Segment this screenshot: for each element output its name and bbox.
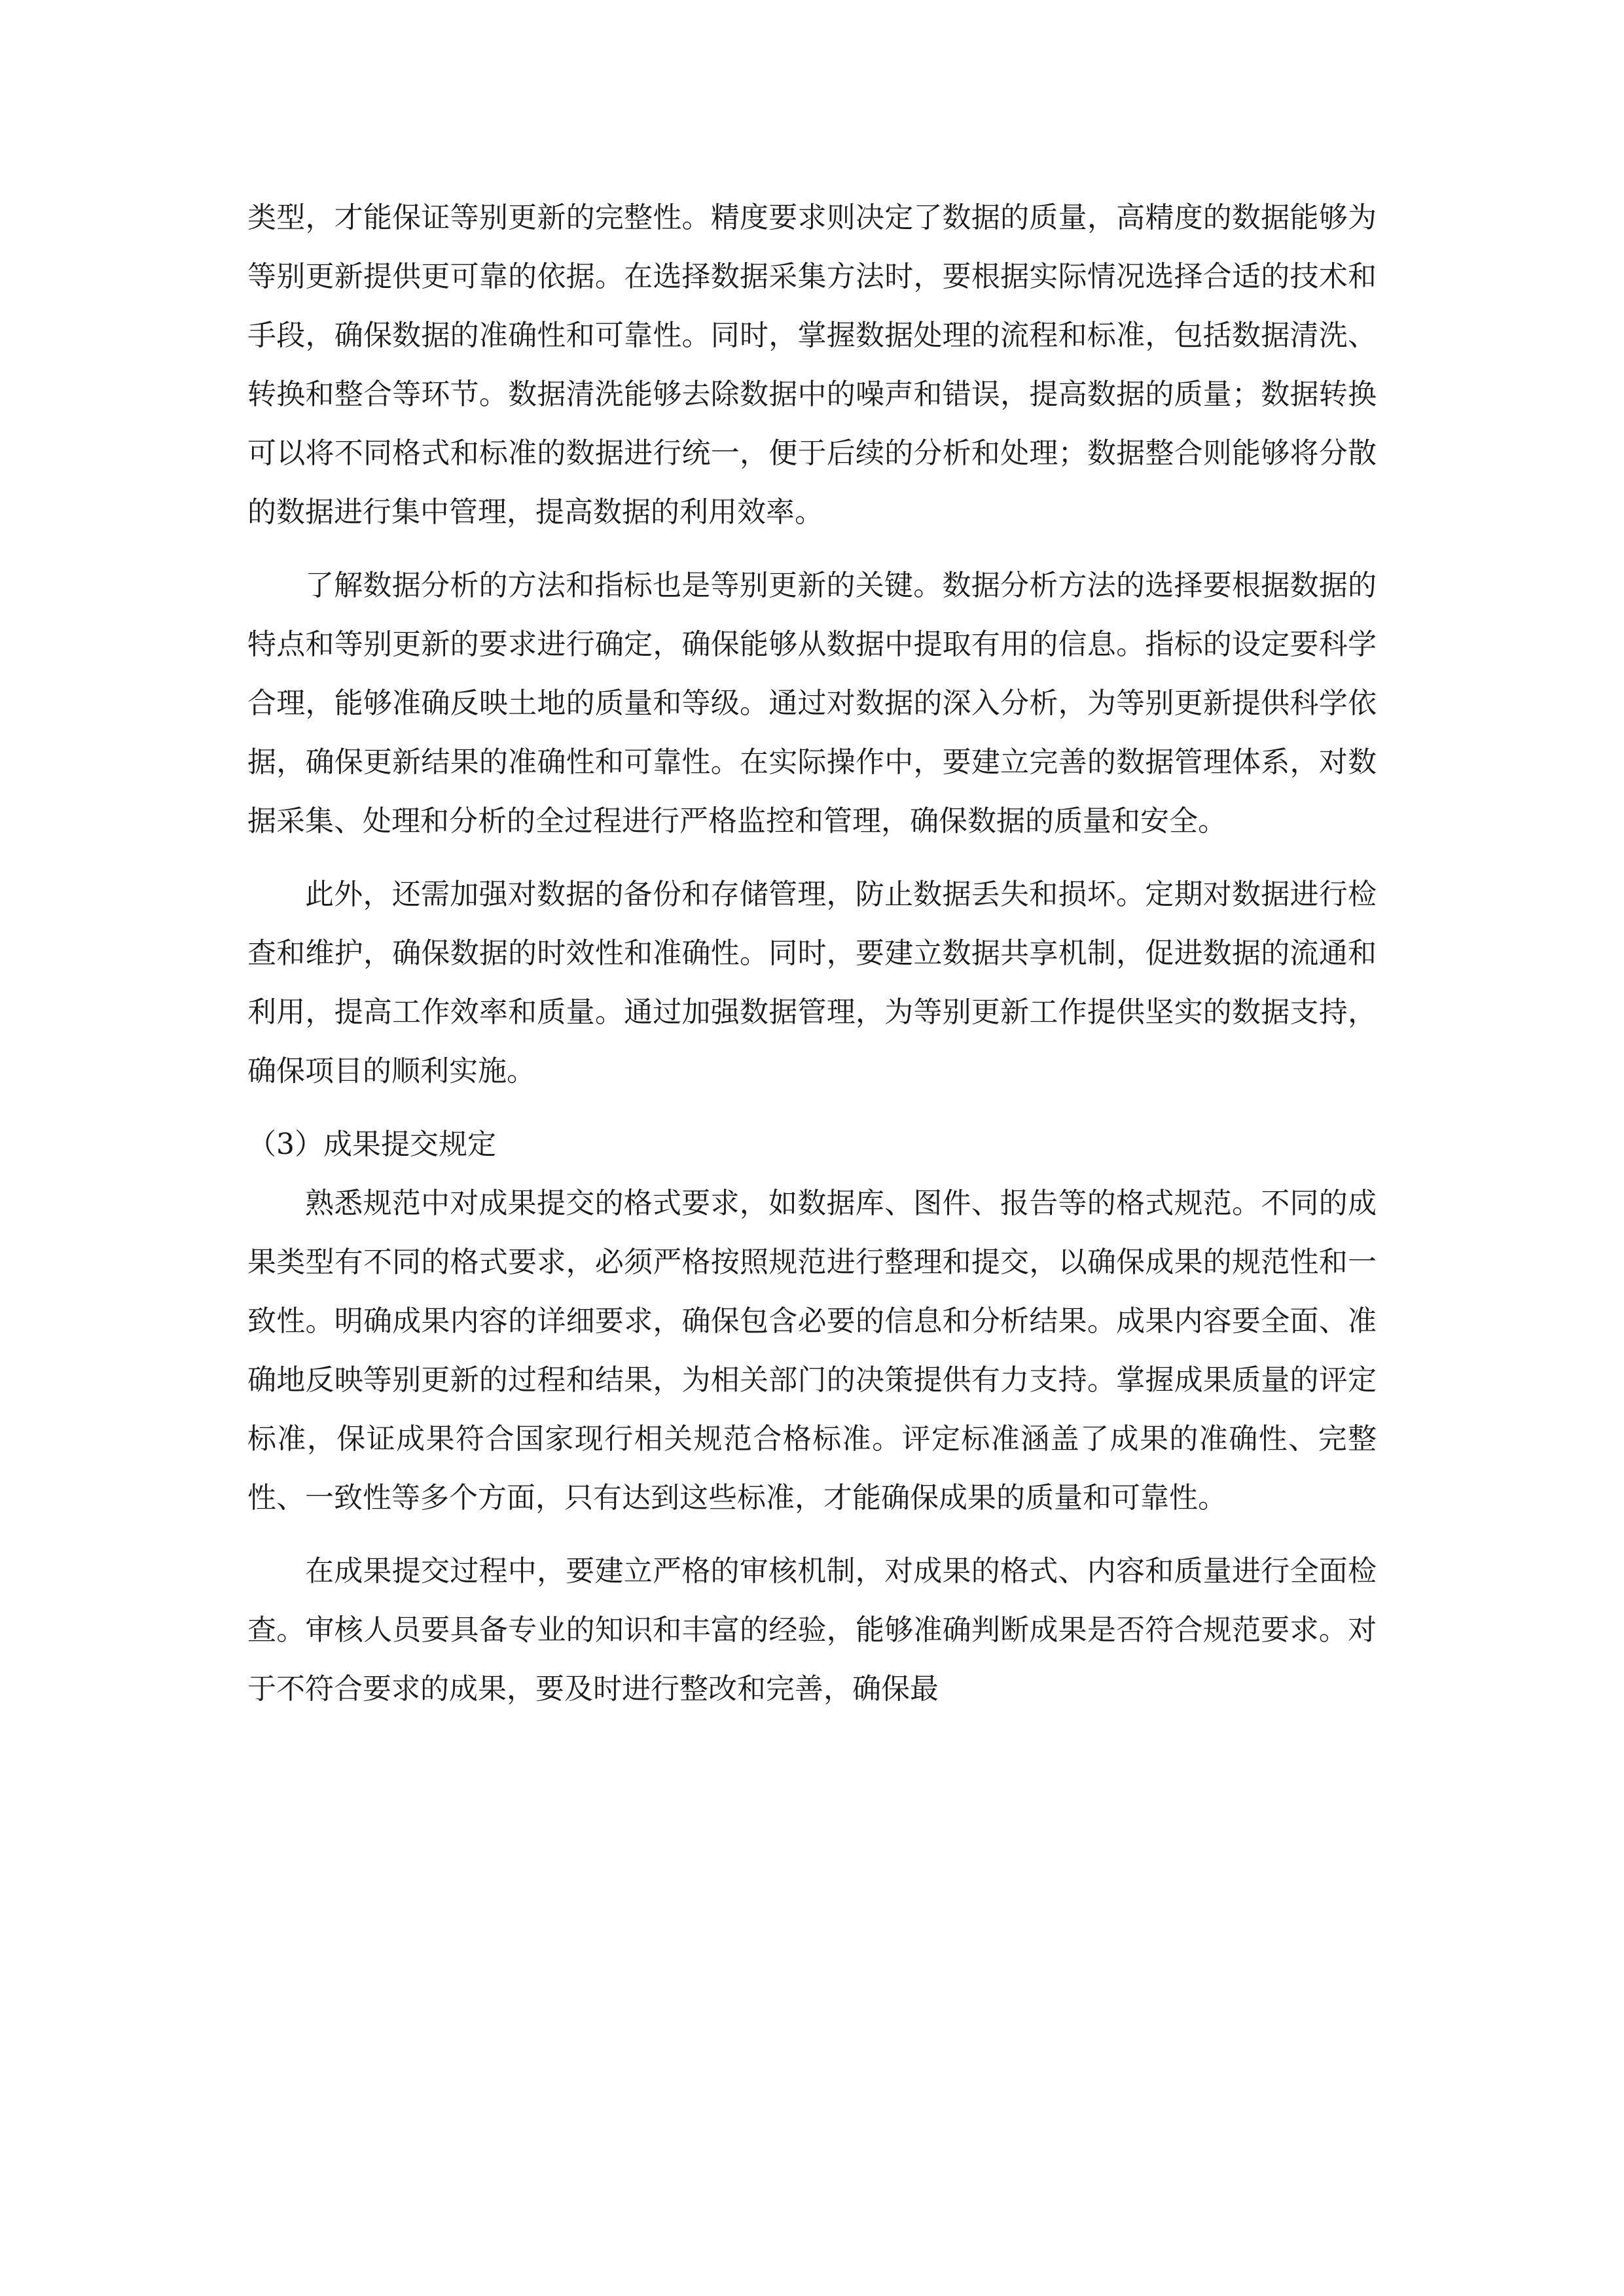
paragraph-submission-format: 熟悉规范中对成果提交的格式要求，如数据库、图件、报告等的格式规范。不同的成果类型有不同的格式要求，必须严格按照规范进行整理和提交，以确保成果的规范性和一致性。明确成果内容的详细要求，确保包含必要的信息和分析结果。成果内容要全面、准确地反映等别更新的过程和结果，为相关部门的决策提供有力支持。掌握成果质量的评定标准，保证成果符合国家现行相关规范合格标准。评定标准涵盖了成果的准确性、完整性、一致性等多个方面，只有达到这些标准，才能确保成果的质量和可靠性。 bbox=[247, 1187, 1377, 1515]
document-body bbox=[247, 188, 1377, 1719]
paragraph-data-analysis: 了解数据分析的方法和指标也是等别更新的关键。数据分析方法的选择要根据数据的特点和等别更新的要求进行确定，确保能够从数据中提取有用的信息。指标的设定要科学合理，能够准确反映土地的质量和等级。通过对数据的深入分析，为等别更新提供科学依据，确保更新结果的准确性和可靠性。在实际操作中，要建立完善的数据管理体系，对数据采集、处理和分析的全过程进行严格监控和管理，确保数据的质量和安全。 bbox=[247, 569, 1377, 838]
paragraph-review-mechanism: 在成果提交过程中，要建立严格的审核机制，对成果的格式、内容和质量进行全面检查。审核人员要具备专业的知识和丰富的经验，能够准确判断成果是否符合规范要求。对于不符合要求的成果，要及时进行整改和完善，确保最 bbox=[247, 1554, 1377, 1706]
section-heading: （3）成果提交规定 bbox=[247, 1128, 496, 1161]
paragraph-data-backup: 此外，还需加强对数据的备份和存储管理，防止数据丢失和损坏。定期对数据进行检查和维护，确保数据的时效性和准确性。同时，要建立数据共享机制，促进数据的流通和利用，提高工作效率和质量。通过加强数据管理，为等别更新工作提供坚实的数据支持，确保项目的顺利实施。 bbox=[247, 878, 1377, 1088]
paragraph-continued: 类型，才能保证等别更新的完整性。精度要求则决定了数据的质量，高精度的数据能够为等别更新提供更可靠的依据。在选择数据采集方法时，要根据实际情况选择合适的技术和手段，确保数据的准确性和可靠性。同时，掌握数据处理的流程和标准，包括数据清洗、转换和整合等环节。数据清洗能够去除数据中的噪声和错误，提高数据的质量；数据转换可以将不同格式和标准的数据进行统一，便于后续的分析和处理；数据整合则能够将分散的数据进行集中管理，提高数据的利用效率。 bbox=[247, 201, 1377, 529]
